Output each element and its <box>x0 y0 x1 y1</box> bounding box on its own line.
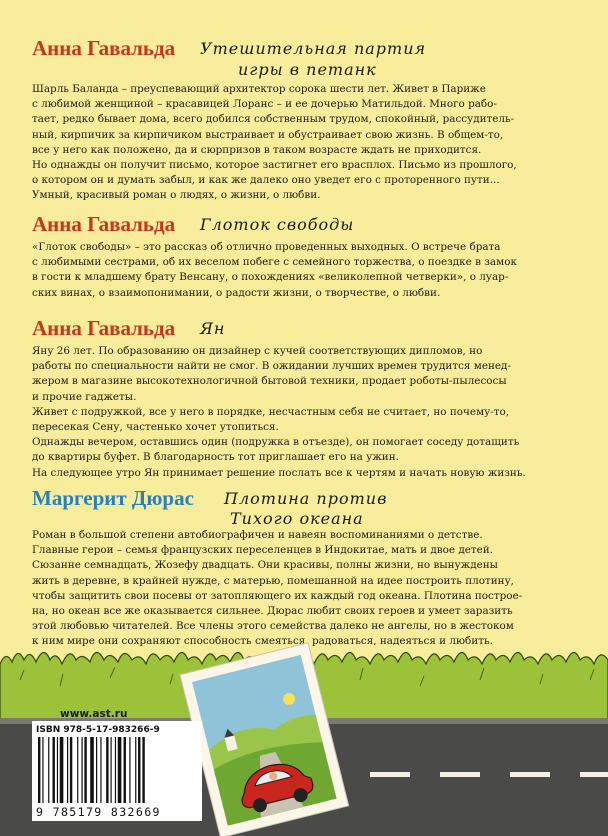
book-title-line1: Ян <box>200 319 226 338</box>
description-line: Но однажды он получит письмо, которое застигнет его врасплох. Письмо из прошлого, <box>32 159 517 172</box>
description-line: на, но океан все же оказывается сильнее. Дюрас любит своих героев и умеет заразить <box>32 605 513 618</box>
description-line: к ним мире они сохраняют способность смеяться, радоваться, надеяться и любить. <box>32 635 493 648</box>
book-description-3 <box>32 344 592 481</box>
book-title-line1: Глоток свободы <box>200 215 355 234</box>
description-line: все у него как положено, да и сюрпризов в таком возрасте ждать не приходится. <box>32 143 482 156</box>
description-line: Живет с подружкой, все у него в порядке, несчастным себя не считает, но почему-то, <box>32 405 510 418</box>
book-title-line1: Утешительная партия <box>200 39 427 58</box>
description-line: о котором он и думать забыл, и как же далеко оно уведет его с проторенного пути... <box>32 174 500 187</box>
book-title-line2: игры в петанк <box>238 60 377 79</box>
description-line: жером в магазине высокотехнологичной бытовой техники, продает роботы-пылесосы <box>32 375 507 388</box>
description-line: с любимыми сестрами, об их веселом побеге с семейного торжества, о поездке в замок <box>32 256 517 269</box>
description-line: работы по специальности найти не смог. В ожидании лучших времен трудится менед- <box>32 360 511 373</box>
barcode-digits: 9 785179 832669 <box>36 805 161 819</box>
description-line: в гости к младшему брату Венсану, о похождениях «великолепной четверки», о луар- <box>32 271 509 284</box>
description-line: Шарль Баланда – преуспевающий архитектор сорока шести лет. Живет в Париже <box>32 83 486 95</box>
description-line: Главные герои – семья французских переселенцев в Индокитае, мать и двое детей. <box>32 544 493 557</box>
author-name: Анна Гавальда <box>32 212 176 236</box>
book-description-1 <box>32 82 592 204</box>
description-line: Умный, красивый роман о людях, о жизни, о любви. <box>32 189 321 202</box>
description-line: с любимой женщиной – красавицей Лоранс – и ее дочерью Матильдой. Много рабо- <box>32 98 497 111</box>
description-line: Однажды вечером, оставшись один (подружка в отъезде), он помогает соседу дотащить <box>32 436 520 449</box>
description-line: до квартиры буфет. В благодарность тот приглашает его на ужин. <box>32 451 399 464</box>
description-line: Яну 26 лет. По образованию он дизайнер с кучей соответствующих дипломов, но <box>32 345 483 357</box>
isbn: ISBN 978-5-17-983266-9 <box>36 725 160 735</box>
book-title-line2: Тихого океана <box>230 509 364 528</box>
book-description-2 <box>32 240 592 301</box>
description-line: ских винах, о взаимопонимании, о радости жизни, о творчестве, о любви. <box>32 286 441 299</box>
description-line: ный, кирпичик за кирпичиком выстраивает и обустраивает свою жизнь. В общем-то, <box>32 128 504 141</box>
description-line: чтобы защитить свои посевы от затопляющего их каждый год океана. Плотина построе- <box>32 589 523 602</box>
author-name: Анна Гавальда <box>32 36 176 60</box>
description-line: и прочие гаджеты. <box>32 390 137 403</box>
description-line: На следующее утро Ян принимает решение послать все к чертям и начать новую жизнь. <box>32 466 526 479</box>
description-line: «Глоток свободы» – это рассказ об отлично проведенных выходных. О встрече брата <box>32 241 501 253</box>
author-name: Анна Гавальда <box>32 316 176 340</box>
description-line: пересекая Сену, частенько хочет утопиться. <box>32 421 279 434</box>
description-line: Роман в большой степени автобиографичен и навеян воспоминаниями о детстве. <box>32 529 483 541</box>
description-line: жить в деревне, в крайней нужде, с матерью, помешанной на идее построить плотину, <box>32 574 514 587</box>
book-title-line1: Плотина против <box>224 489 388 508</box>
description-line: тает, редко бывает дома, всего добился собственным трудом, спокойный, рассудитель- <box>32 113 515 126</box>
description-line: этой любовью читателей. Все члены этого семейства далеко не ангелы, но в жестоком <box>32 620 514 633</box>
author-name: Маргерит Дюрас <box>32 486 194 510</box>
publisher-website: www.ast.ru <box>60 708 128 720</box>
book-description-4 <box>32 528 592 650</box>
description-line: Сюзанне семнадцать, Жозефу двадцать. Они красивы, полны жизни, но вынуждены <box>32 559 498 572</box>
